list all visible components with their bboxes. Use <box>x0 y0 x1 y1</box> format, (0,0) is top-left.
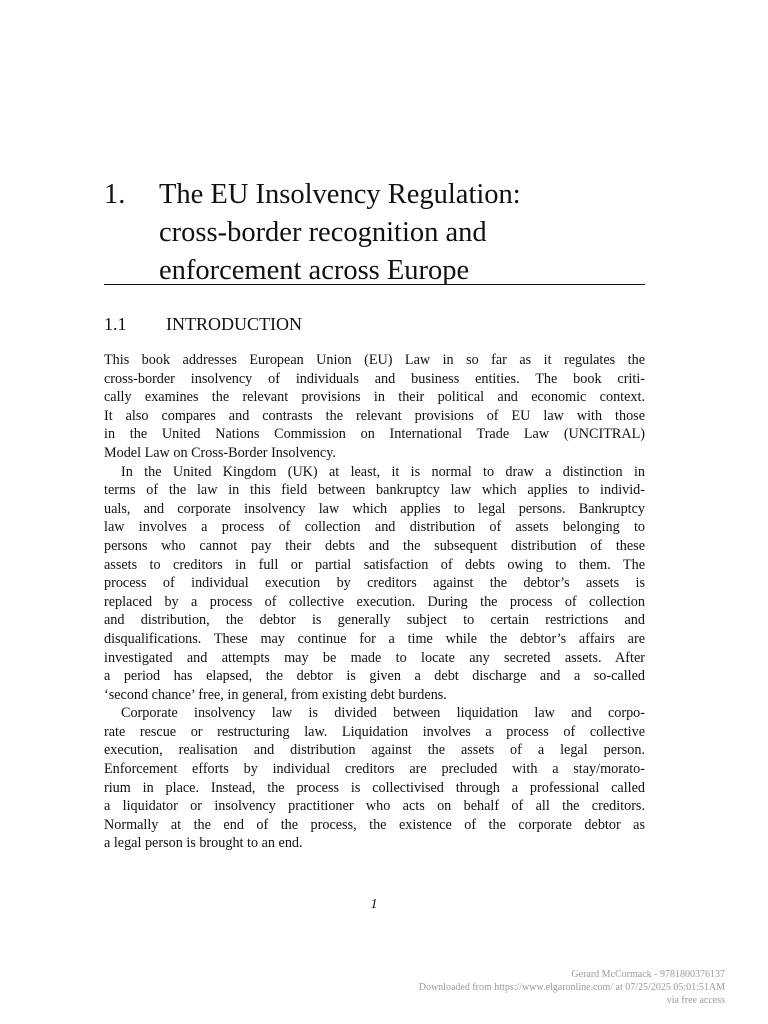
body-line: rate rescue or restructuring law. Liquidation involves a process of collective <box>104 723 645 740</box>
section-number: 1.1 <box>104 314 127 334</box>
body-line: process of individual execution by creditors against the debtor’s assets is <box>104 575 645 592</box>
body-line: rium in place. Instead, the process is collectivised through a professional called <box>104 779 645 796</box>
chapter-number: 1. <box>104 179 126 210</box>
body-line: cross-border insolvency of individuals and business entities. The book criti- <box>104 370 645 387</box>
body-line: terms of the law in this field between bankruptcy law which applies to individ- <box>104 482 645 499</box>
body-line: ‘second chance’ free, in general, from existing debt burdens. <box>104 686 447 703</box>
section-title: INTRODUCTION <box>166 314 302 334</box>
body-line: and distribution, the debtor is generally subject to certain restrictions and <box>104 612 645 629</box>
chapter-title-line: enforcement across Europe <box>159 255 470 286</box>
body-line: Model Law on Cross-Border Insolvency. <box>104 444 336 461</box>
body-line: Enforcement efforts by individual creditors are precluded with a stay/morato- <box>104 761 645 778</box>
watermark-author-isbn: Gerard McCormack - 9781800376137 <box>571 969 725 980</box>
body-line: a liquidator or insolvency practitioner who acts on behalf of all the creditors. <box>104 798 645 815</box>
body-line: execution, realisation and distribution against the assets of a legal person. <box>104 742 645 759</box>
section-heading <box>104 313 302 335</box>
body-line: This book addresses European Union (EU) Law in so far as it regulates the <box>104 352 645 368</box>
chapter-title-line: The EU Insolvency Regulation: <box>159 179 521 210</box>
chapter-title-line: cross-border recognition and <box>159 217 487 248</box>
body-line: uals, and corporate insolvency law which applies to legal persons. Bankruptcy <box>104 500 645 517</box>
watermark-access: via free access <box>666 995 725 1006</box>
body-line: law involves a process of collection and distribution of assets belonging to <box>104 519 645 536</box>
body-line: a period has elapsed, the debtor is given a debt discharge and a so-called <box>104 668 645 685</box>
body-line: investigated and attempts may be made to locate any secreted assets. After <box>104 649 645 666</box>
body-line: in the United Nations Commission on International Trade Law (UNCITRAL) <box>104 426 645 443</box>
chapter-title <box>159 176 649 290</box>
page-number: 1 <box>370 897 378 912</box>
body-line: cally examines the relevant provisions in their political and economic context. <box>104 389 645 406</box>
chapter-divider <box>104 284 645 285</box>
body-line: assets to creditors in full or partial satisfaction of debts owing to them. The <box>104 556 645 573</box>
body-line: a legal person is brought to an end. <box>104 835 303 852</box>
body-line: replaced by a process of collective execution. During the process of collection <box>104 593 645 610</box>
body-line: disqualifications. These may continue for a time while the debtor’s affairs are <box>104 630 645 647</box>
body-text <box>104 351 645 853</box>
body-line: persons who cannot pay their debts and the subsequent distribution of these <box>104 537 645 554</box>
watermark-download-info: Downloaded from https://www.elgaronline.com/ at 07/25/2025 05:01:51AM <box>418 982 725 993</box>
body-line: Normally at the end of the process, the existence of the corporate debtor as <box>104 816 645 833</box>
download-watermark <box>419 968 725 1007</box>
chapter-heading <box>104 176 649 290</box>
body-line: It also compares and contrasts the relevant provisions of EU law with those <box>104 407 645 424</box>
body-line: Corporate insolvency law is divided between liquidation law and corpo- <box>121 705 645 722</box>
body-line: In the United Kingdom (UK) at least, it is normal to draw a distinction in <box>121 463 645 480</box>
